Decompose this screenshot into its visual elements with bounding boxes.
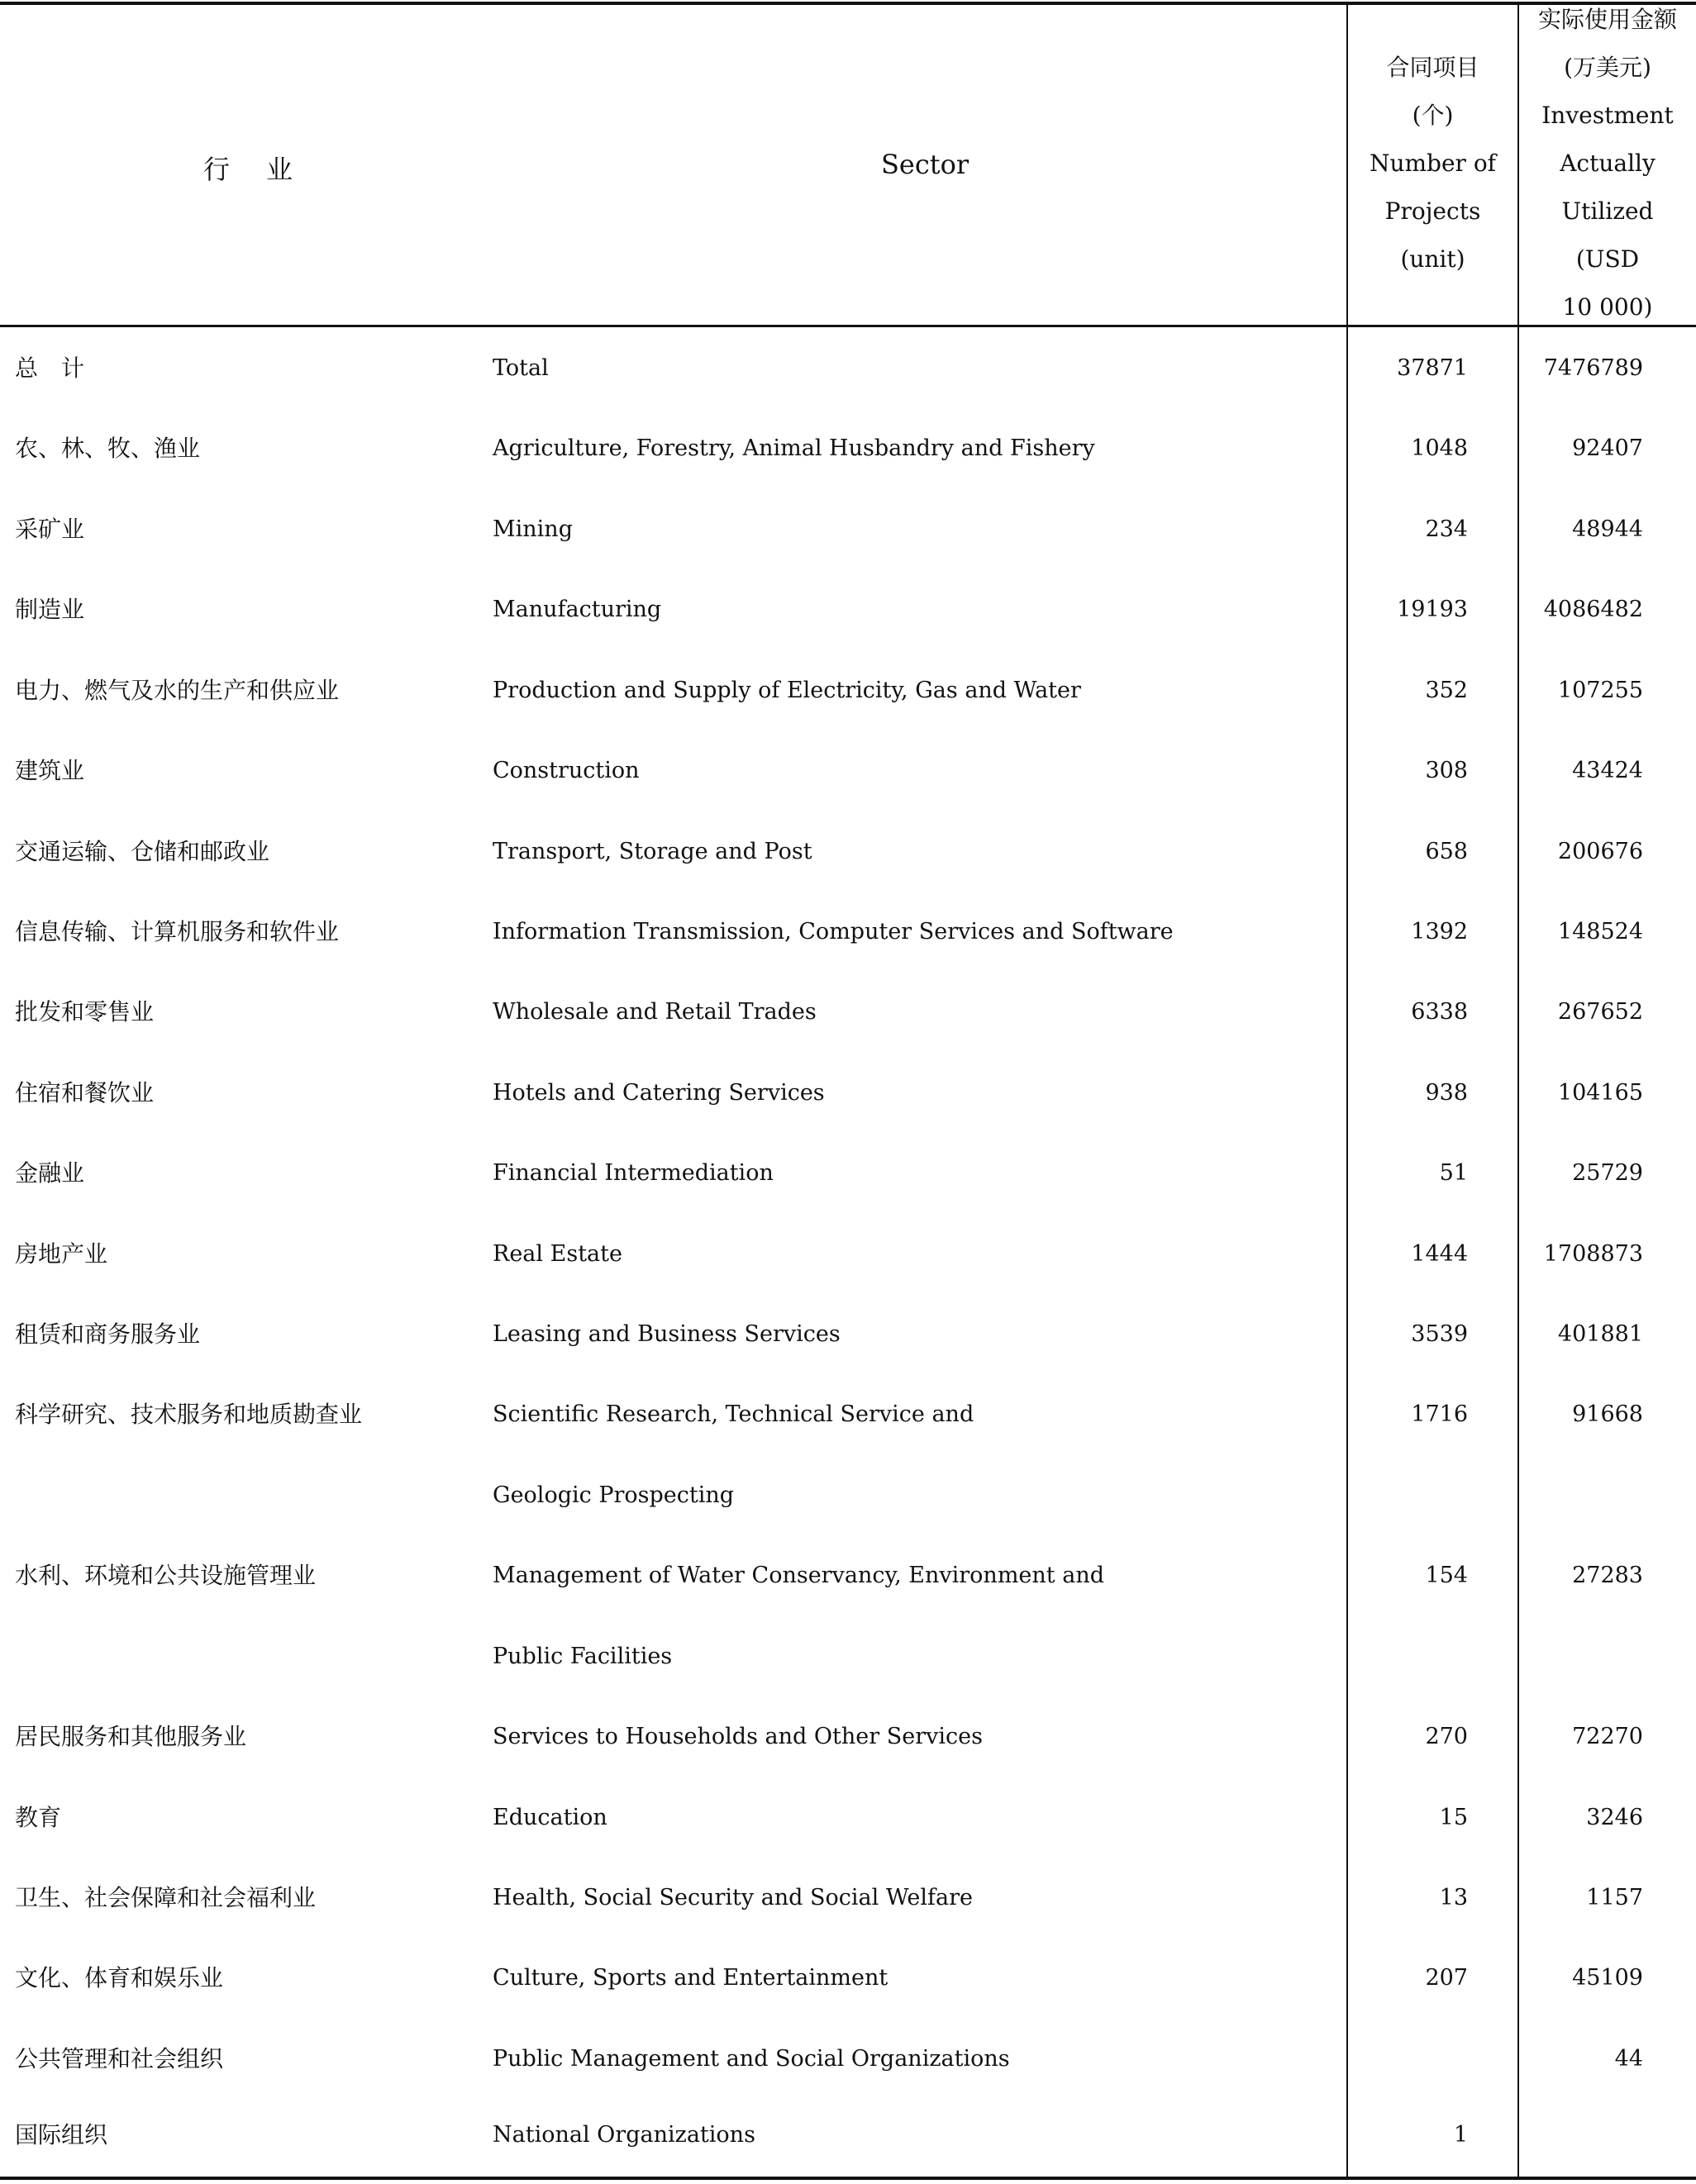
projects-value: 37871 bbox=[1397, 355, 1468, 381]
table-row bbox=[0, 811, 1696, 892]
industry-zh: 居民服务和其他服务业 bbox=[15, 1723, 247, 1750]
table-row bbox=[0, 972, 1696, 1052]
projects-value: 19193 bbox=[1397, 597, 1468, 622]
projects-value: 207 bbox=[1425, 1965, 1468, 1991]
table-row bbox=[0, 1374, 1696, 1454]
sector-en: Leasing and Business Services bbox=[493, 1321, 841, 1347]
sector-en: Culture, Sports and Entertainment bbox=[493, 1965, 888, 1991]
table-row bbox=[0, 1455, 1696, 1535]
sector-en: Agriculture, Forestry, Animal Husbandry and Fishery bbox=[493, 435, 1095, 461]
projects-value bbox=[1355, 1455, 1468, 1535]
industry-zh: 总 计 bbox=[15, 354, 85, 382]
table-row bbox=[0, 2019, 1696, 2099]
investment-value: 200676 bbox=[1557, 839, 1643, 864]
industry-zh: 水利、环境和公共设施管理业 bbox=[15, 1562, 317, 1589]
sector-en: Services to Households and Other Services bbox=[493, 1724, 983, 1749]
investment-value: 25729 bbox=[1572, 1160, 1643, 1186]
sector-en: Scientific Research, Technical Service and bbox=[493, 1401, 974, 1427]
projects-value: 234 bbox=[1425, 516, 1468, 542]
industry-zh: 制造业 bbox=[15, 596, 85, 623]
industry-zh: 交通运输、仓储和邮政业 bbox=[15, 838, 270, 865]
investment-value: 148524 bbox=[1557, 919, 1643, 944]
table-row bbox=[0, 328, 1696, 408]
projects-value: 1048 bbox=[1411, 435, 1468, 461]
investment-value: 92407 bbox=[1572, 435, 1643, 461]
table-row bbox=[0, 1214, 1696, 1294]
projects-value: 13 bbox=[1439, 1885, 1468, 1910]
investment-value: 1157 bbox=[1586, 1885, 1643, 1910]
sector-en: Hotels and Catering Services bbox=[493, 1080, 825, 1106]
projects-value: 154 bbox=[1425, 1563, 1468, 1588]
investment-value bbox=[1517, 1455, 1643, 1535]
sector-en: Financial Intermediation bbox=[493, 1160, 774, 1186]
table-row bbox=[0, 892, 1696, 972]
investment-value: 44 bbox=[1614, 2046, 1643, 2072]
projects-value: 3539 bbox=[1411, 1321, 1468, 1347]
table-row bbox=[0, 650, 1696, 730]
sector-en: Wholesale and Retail Trades bbox=[493, 999, 817, 1025]
table-row bbox=[0, 1133, 1696, 1213]
sector-en: Management of Water Conservancy, Environment and bbox=[493, 1563, 1104, 1588]
sector-en: Education bbox=[493, 1805, 607, 1830]
projects-value: 1 bbox=[1453, 2122, 1468, 2148]
table-row bbox=[0, 1294, 1696, 1374]
sector-en: Transport, Storage and Post bbox=[493, 839, 812, 864]
industry-zh: 公共管理和社会组织 bbox=[15, 2045, 224, 2072]
projects-value: 15 bbox=[1439, 1805, 1468, 1830]
industry-zh: 国际组织 bbox=[15, 2121, 108, 2148]
sector-en: Mining bbox=[493, 516, 573, 542]
projects-value: 352 bbox=[1425, 678, 1468, 703]
investment-value: 45109 bbox=[1572, 1965, 1643, 1991]
sector-en: Construction bbox=[493, 758, 640, 783]
industry-zh: 教育 bbox=[15, 1804, 62, 1831]
sector-en: Manufacturing bbox=[493, 597, 662, 622]
investment-value: 401881 bbox=[1557, 1321, 1643, 1347]
table-row bbox=[0, 1053, 1696, 1133]
industry-zh: 农、林、牧、渔业 bbox=[15, 435, 201, 462]
table-row bbox=[0, 730, 1696, 811]
investment-value: 72270 bbox=[1572, 1724, 1643, 1749]
industry-zh: 科学研究、技术服务和地质勘查业 bbox=[15, 1401, 363, 1428]
sector-en: National Organizations bbox=[493, 2122, 755, 2148]
sector-en: Geologic Prospecting bbox=[493, 1482, 735, 1508]
sector-en: Real Estate bbox=[493, 1241, 622, 1267]
sector-en: Public Management and Social Organizations bbox=[493, 2046, 1010, 2072]
table-row bbox=[0, 1938, 1696, 2018]
investment-value bbox=[1517, 1616, 1643, 1696]
industry-zh: 电力、燃气及水的生产和供应业 bbox=[15, 677, 340, 704]
investment-value: 107255 bbox=[1557, 678, 1643, 703]
industry-zh: 房地产业 bbox=[15, 1240, 108, 1268]
industry-zh: 金融业 bbox=[15, 1159, 85, 1187]
investment-value bbox=[1517, 2095, 1643, 2175]
investment-value: 48944 bbox=[1572, 516, 1643, 542]
table-row bbox=[0, 408, 1696, 488]
sector-en: Public Facilities bbox=[493, 1644, 673, 1669]
table-row bbox=[0, 1777, 1696, 1858]
investment-value: 1708873 bbox=[1543, 1241, 1643, 1267]
investment-value: 27283 bbox=[1572, 1563, 1643, 1588]
header-bottom-rule bbox=[0, 325, 1696, 327]
projects-value: 938 bbox=[1425, 1080, 1468, 1106]
projects-value: 658 bbox=[1425, 839, 1468, 864]
projects-value: 1392 bbox=[1411, 919, 1468, 944]
table-row bbox=[0, 1696, 1696, 1777]
sector-en: Information Transmission, Computer Services and Software bbox=[493, 919, 1174, 944]
table-row bbox=[0, 489, 1696, 569]
investment-value: 267652 bbox=[1557, 999, 1643, 1025]
projects-value: 51 bbox=[1439, 1160, 1468, 1186]
table-row bbox=[0, 1535, 1696, 1615]
industry-zh: 住宿和餐饮业 bbox=[15, 1079, 155, 1106]
industry-zh: 采矿业 bbox=[15, 516, 85, 543]
header-industry-zh: 行业 bbox=[203, 154, 330, 185]
investment-value: 43424 bbox=[1572, 758, 1643, 783]
projects-value: 1444 bbox=[1411, 1241, 1468, 1267]
header-sector-en: Sector bbox=[881, 149, 969, 180]
sector-en: Production and Supply of Electricity, Gas and Water bbox=[493, 678, 1081, 703]
table-row bbox=[0, 1858, 1696, 1938]
investment-value: 3246 bbox=[1586, 1805, 1643, 1830]
sector-en: Health, Social Security and Social Welfare bbox=[493, 1885, 974, 1910]
projects-value: 1716 bbox=[1411, 1401, 1468, 1427]
industry-zh: 卫生、社会保障和社会福利业 bbox=[15, 1884, 317, 1911]
investment-value: 104165 bbox=[1557, 1080, 1643, 1106]
industry-zh: 建筑业 bbox=[15, 757, 85, 784]
investment-value: 91668 bbox=[1572, 1401, 1643, 1427]
table-row bbox=[0, 1616, 1696, 1696]
table-row bbox=[0, 569, 1696, 649]
sector-en: Total bbox=[493, 355, 549, 381]
top-rule bbox=[0, 2, 1696, 5]
industry-zh: 租赁和商务服务业 bbox=[15, 1320, 201, 1348]
table-row bbox=[0, 2095, 1696, 2175]
projects-value: 270 bbox=[1425, 1724, 1468, 1749]
projects-value: 308 bbox=[1425, 758, 1468, 783]
industry-zh: 批发和零售业 bbox=[15, 998, 155, 1025]
industry-zh: 文化、体育和娱乐业 bbox=[15, 1964, 224, 1991]
investment-value: 7476789 bbox=[1543, 355, 1643, 381]
industry-zh: 信息传输、计算机服务和软件业 bbox=[15, 918, 340, 945]
projects-value bbox=[1355, 1616, 1468, 1696]
projects-value bbox=[1355, 2019, 1468, 2099]
projects-value: 6338 bbox=[1411, 999, 1468, 1025]
bottom-rule bbox=[0, 2177, 1696, 2180]
investment-value: 4086482 bbox=[1543, 597, 1643, 622]
